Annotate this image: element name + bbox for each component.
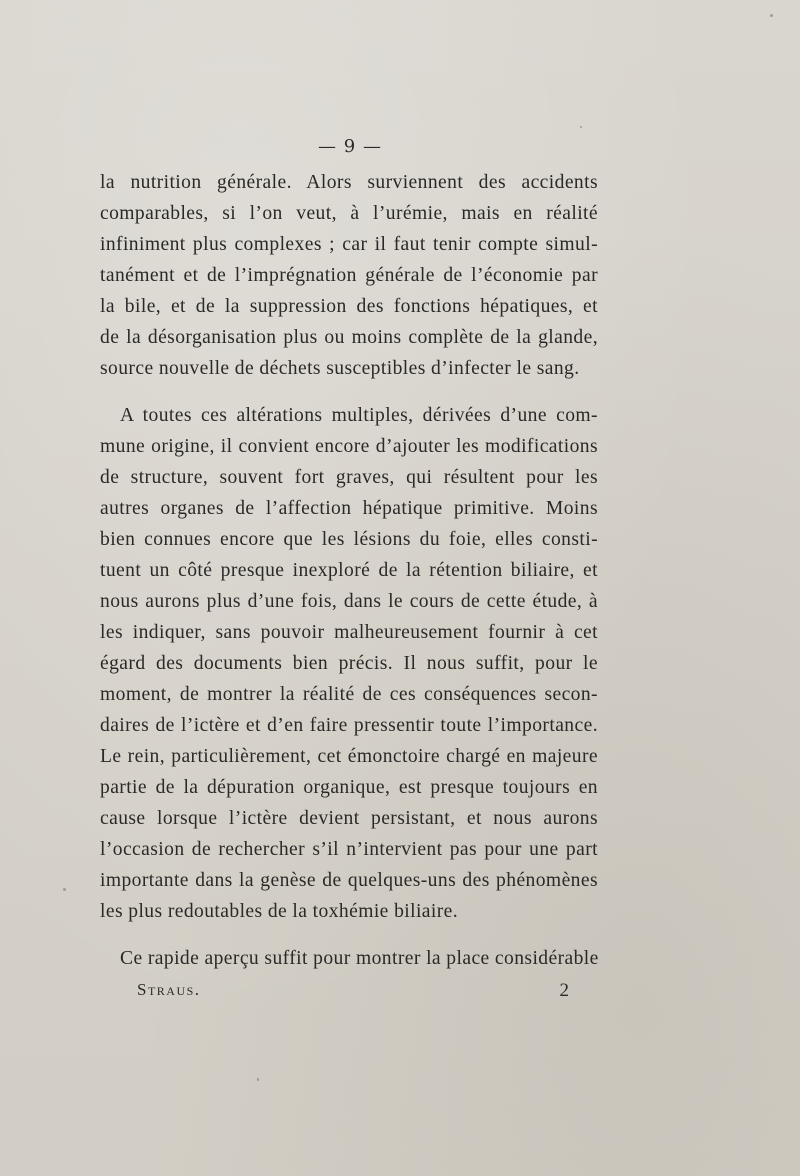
text-line: de la désorganisation plus ou moins complète de la glande, <box>100 327 598 348</box>
text-line: la nutrition générale. Alors surviennent des accidents <box>100 172 598 193</box>
paper-speck <box>770 14 773 17</box>
text-line: moment, de montrer la réalité de ces conséquences secon- <box>100 684 598 705</box>
text-line: mune origine, il convient encore d’ajouter les modifications <box>100 436 598 457</box>
signature-mark: Straus. <box>137 980 201 999</box>
text-line: partie de la dépuration organique, est presque toujours en <box>100 777 598 798</box>
page-number: — 9 — <box>318 136 382 157</box>
text-line: tanément et de l’imprégnation générale de l’économie par <box>100 265 598 286</box>
paragraph <box>100 400 598 927</box>
text-line: A toutes ces altérations multiples, dérivées d’une com- <box>120 405 598 426</box>
text-line: Ce rapide aperçu suffit pour montrer la place considérable <box>120 948 599 969</box>
text-line: de structure, souvent fort graves, qui résultent pour les <box>100 467 598 488</box>
body-text <box>100 167 598 974</box>
text-line: daires de l’ictère et d’en faire pressentir toute l’importance. <box>100 715 598 736</box>
text-line: bien connues encore que les lésions du foie, elles consti- <box>100 529 598 550</box>
text-line: cause lorsque l’ictère devient persistant, et nous aurons <box>100 808 598 829</box>
text-line: nous aurons plus d’une fois, dans le cours de cette étude, à <box>100 591 598 612</box>
text-line: les indiquer, sans pouvoir malheureusement fournir à cet <box>100 622 598 643</box>
paper-speck <box>580 126 582 128</box>
text-line: autres organes de l’affection hépatique primitive. Moins <box>100 498 598 519</box>
paragraph <box>100 167 598 384</box>
text-line: l’occasion de rechercher s’il n’intervient pas pour une part <box>100 839 598 860</box>
text-line: la bile, et de la suppression des fonctions hépatiques, et <box>100 296 598 317</box>
paper-speck <box>63 888 66 891</box>
text-line: tuent un côté presque inexploré de la rétention biliaire, et <box>100 560 598 581</box>
text-line: les plus redoutables de la toxhémie biliaire. <box>100 901 459 922</box>
paragraph <box>100 943 598 974</box>
paper-speck <box>257 1078 259 1081</box>
text-line: comparables, si l’on veut, à l’urémie, mais en réalité <box>100 203 598 224</box>
text-line: importante dans la genèse de quelques-uns des phénomènes <box>100 870 598 891</box>
text-line: Le rein, particulièrement, cet émonctoire chargé en majeure <box>100 746 598 767</box>
text-line: infiniment plus complexes ; car il faut tenir compte simul- <box>100 234 598 255</box>
text-line: égard des documents bien précis. Il nous suffit, pour le <box>100 653 598 674</box>
text-line: source nouvelle de déchets susceptibles d’infecter le sang. <box>100 358 580 379</box>
sheet-number: 2 <box>559 980 569 1001</box>
